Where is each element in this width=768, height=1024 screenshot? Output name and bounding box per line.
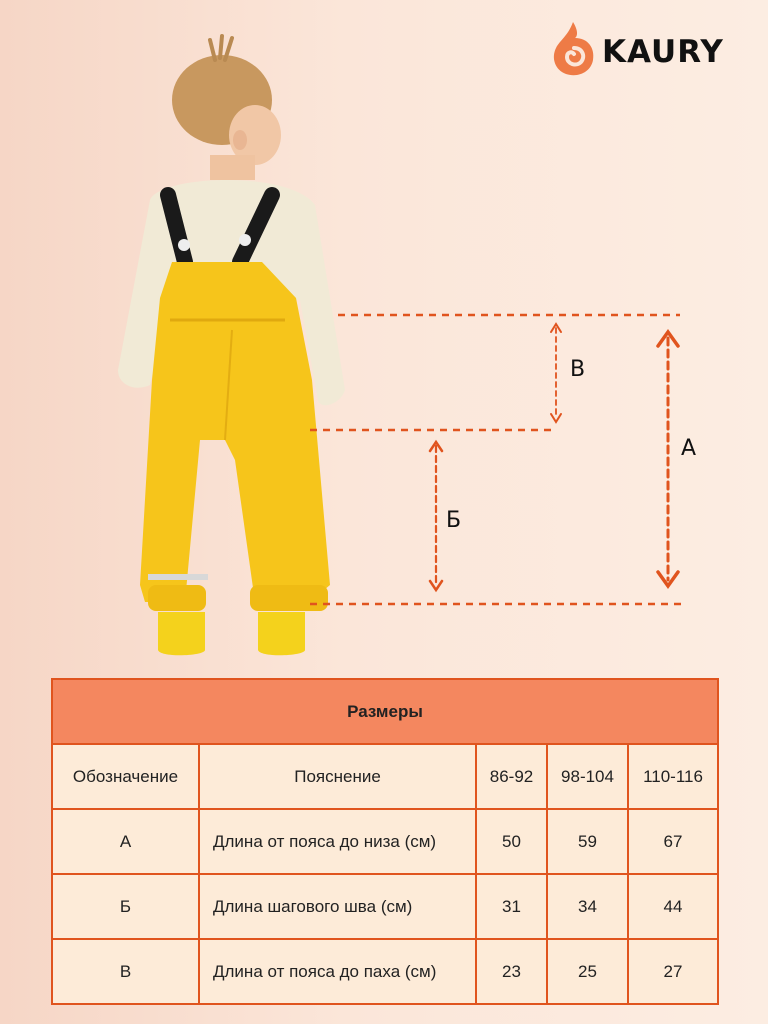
row-size-3: 44 bbox=[628, 874, 718, 939]
row-size-3: 67 bbox=[628, 809, 718, 874]
child-in-rain-overalls-illustration bbox=[100, 30, 370, 670]
dimension-arrow-v bbox=[551, 324, 561, 422]
dimension-arrow-b bbox=[430, 442, 442, 590]
dimension-label-v: В bbox=[570, 357, 586, 382]
header-size-3: 110-116 bbox=[628, 744, 718, 809]
row-size-1: 23 bbox=[476, 939, 547, 1004]
row-explanation: Длина от пояса до низа (см) bbox=[199, 809, 476, 874]
row-size-1: 50 bbox=[476, 809, 547, 874]
row-designation: А bbox=[52, 809, 199, 874]
row-size-2: 25 bbox=[547, 939, 628, 1004]
dimension-arrow-a bbox=[658, 332, 678, 586]
row-size-2: 34 bbox=[547, 874, 628, 939]
dimension-label-b: Б bbox=[446, 508, 462, 533]
row-explanation: Длина шагового шва (см) bbox=[199, 874, 476, 939]
header-designation: Обозначение bbox=[52, 744, 199, 809]
header-size-2: 98-104 bbox=[547, 744, 628, 809]
dimension-label-a: А bbox=[681, 436, 697, 461]
row-size-2: 59 bbox=[547, 809, 628, 874]
brand-logo bbox=[548, 18, 724, 78]
table-row bbox=[52, 809, 718, 874]
table-title-row bbox=[52, 679, 718, 744]
size-table bbox=[51, 678, 719, 1005]
row-size-3: 27 bbox=[628, 939, 718, 1004]
table-title: Размеры bbox=[52, 679, 718, 744]
table-row bbox=[52, 874, 718, 939]
header-size-1: 86-92 bbox=[476, 744, 547, 809]
row-explanation: Длина от пояса до паха (см) bbox=[199, 939, 476, 1004]
header-explanation: Пояснение bbox=[199, 744, 476, 809]
row-designation: Б bbox=[52, 874, 199, 939]
table-row bbox=[52, 939, 718, 1004]
snail-shell-logo-icon bbox=[548, 18, 598, 78]
row-size-1: 31 bbox=[476, 874, 547, 939]
row-designation: В bbox=[52, 939, 199, 1004]
table-header-row bbox=[52, 744, 718, 809]
brand-name: KAURY bbox=[602, 34, 724, 70]
